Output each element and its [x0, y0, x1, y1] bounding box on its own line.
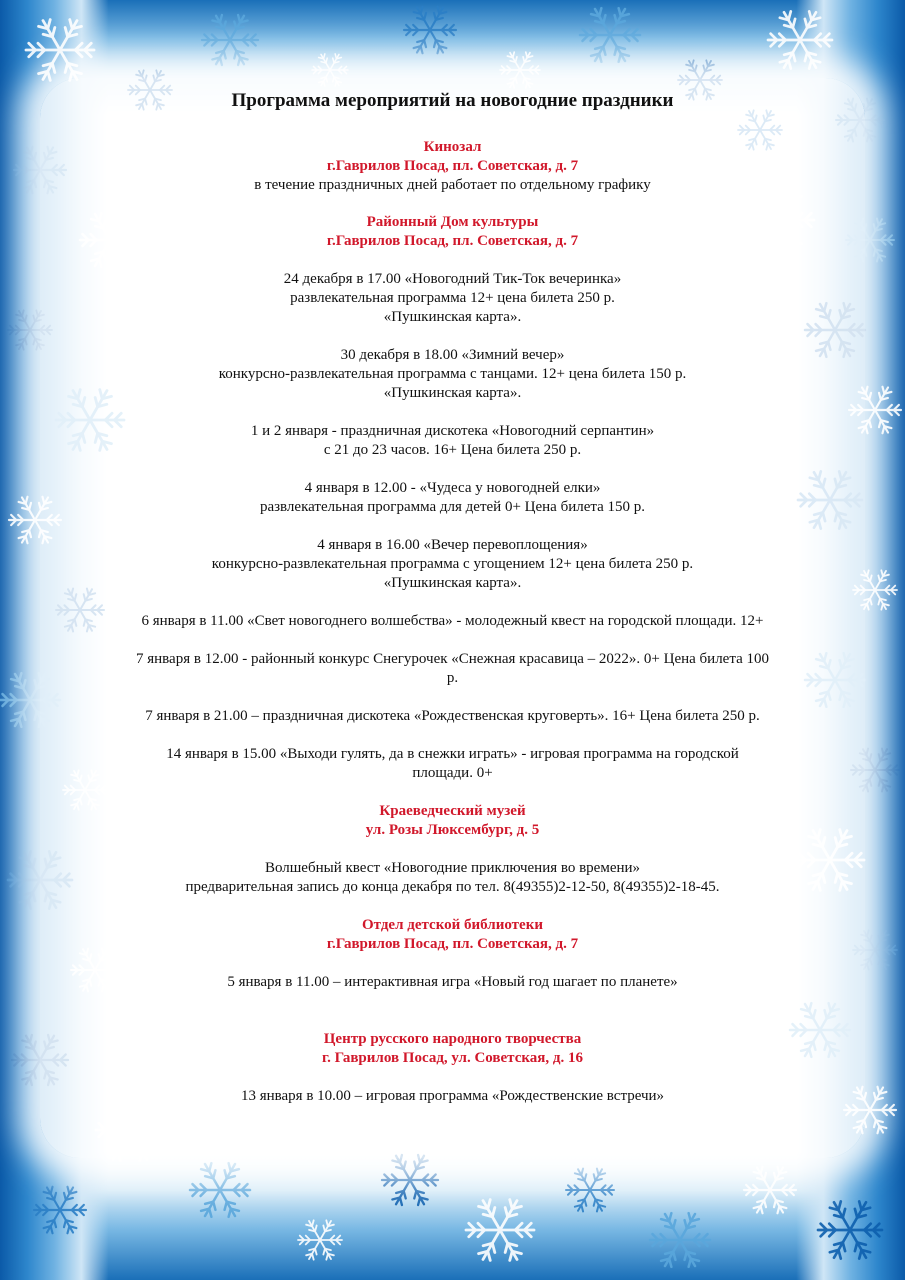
event-item: [60, 707, 845, 726]
event-line: 4 января в 12.00 - «Чудеса у новогодней елки»: [304, 480, 601, 496]
venue-address: г. Гаврилов Посад, ул. Советская, д. 16: [321, 1050, 583, 1066]
event-item: [60, 745, 845, 783]
event-line: в течение праздничных дней работает по отдельному графику: [254, 177, 651, 193]
page-title: Программа мероприятий на новогодние праздники: [231, 90, 674, 111]
event-item: [60, 270, 845, 327]
event-line: «Пушкинская карта».: [383, 309, 522, 325]
venue-name: Центр русского народного творчества: [323, 1031, 582, 1047]
snowflake-icon: [818, 1201, 882, 1258]
event-item: [60, 650, 845, 688]
event-line: 13 января в 10.00 – игровая программа «Рождественские встречи»: [240, 1088, 665, 1104]
snowflake-icon: [298, 1220, 342, 1259]
snowflake-icon: [404, 7, 456, 53]
event-line: площади. 0+: [412, 765, 493, 781]
snowflake-icon: [382, 1155, 438, 1205]
event-line: развлекательная программа 12+ цена билета 250 р.: [290, 290, 615, 306]
snowflake-icon: [650, 1213, 710, 1267]
event-item: [60, 479, 845, 517]
event-line: развлекательная программа для детей 0+ Цена билета 150 р.: [259, 499, 646, 515]
event-item: [60, 346, 845, 403]
snowflake-icon: [580, 8, 640, 62]
event-line: 6 января в 11.00 «Свет новогоднего волшебства» - молодежный квест на городской площади. 12+: [141, 613, 764, 629]
event-line: 7 января в 21.00 – праздничная дискотека «Рождественская круговерть». 16+ Цена билета 250 р.: [145, 708, 760, 724]
venue-address: г.Гаврилов Посад, пл. Советская, д. 7: [326, 158, 579, 174]
event-line: 7 января в 12.00 - районный конкурс Снегурочек «Снежная красавица – 2022». 0+ Цена билета 100: [136, 651, 769, 667]
program-document: [60, 90, 845, 1106]
venue-name: Отдел детской библиотеки: [362, 917, 543, 933]
event-line: «Пушкинская карта».: [383, 575, 522, 591]
event-line: предварительная запись до конца декабря по тел. 8(49355)2-12-50, 8(49355)2-18-45.: [185, 879, 720, 895]
event-line: конкурсно-развлекательная программа с танцами. 12+ цена билета 150 р.: [218, 366, 687, 382]
venue-address: г.Гаврилов Посад, пл. Советская, д. 7: [326, 936, 579, 952]
section-cinema: [60, 138, 845, 195]
event-line: 30 декабря в 18.00 «Зимний вечер»: [340, 347, 565, 363]
snowflake-icon: [26, 20, 94, 81]
snowflake-icon: [744, 1167, 796, 1213]
event-line: «Пушкинская карта».: [383, 385, 522, 401]
event-item: [60, 612, 845, 631]
event-item: [60, 422, 845, 460]
event-line: Волшебный квест «Новогодние приключения во времени»: [264, 860, 641, 876]
snowflake-icon: [190, 1163, 250, 1217]
venue-address: г.Гаврилов Посад, пл. Советская, д. 7: [326, 233, 579, 249]
snowflake-icon: [768, 11, 832, 68]
event-line: 24 декабря в 17.00 «Новогодний Тик-Ток вечеринка»: [283, 271, 622, 287]
venue-name: Районный Дом культуры: [366, 214, 539, 230]
venue-name: Краеведческий музей: [379, 803, 526, 819]
venue-address: ул. Розы Люксембург, д. 5: [365, 822, 540, 838]
event-line: 1 и 2 января - праздничная дискотека «Новогодний серпантин»: [250, 423, 655, 439]
event-line: с 21 до 23 часов. 16+ Цена билета 250 р.: [323, 442, 582, 458]
section-folk-art-center: [60, 1030, 845, 1106]
section-museum: [60, 802, 845, 897]
event-item: [60, 536, 845, 593]
event-line: конкурсно-развлекательная программа с угощением 12+ цена билета 250 р.: [211, 556, 694, 572]
event-line: 4 января в 16.00 «Вечер перевоплощения»: [317, 537, 588, 553]
section-culture-house: [60, 213, 845, 783]
event-line: 14 января в 15.00 «Выходи гулять, да в снежки играть» - игровая программа на городской: [166, 746, 739, 762]
event-line: 5 января в 11.00 – интерактивная игра «Новый год шагает по планете»: [227, 974, 678, 990]
event-line: р.: [446, 670, 459, 686]
snowflake-icon: [202, 15, 258, 65]
snowflake-icon: [466, 1200, 534, 1261]
venue-name: Кинозал: [423, 139, 482, 155]
snowflake-icon: [34, 1187, 86, 1233]
section-children-library: [60, 916, 845, 992]
snowflake-icon: [566, 1169, 614, 1212]
